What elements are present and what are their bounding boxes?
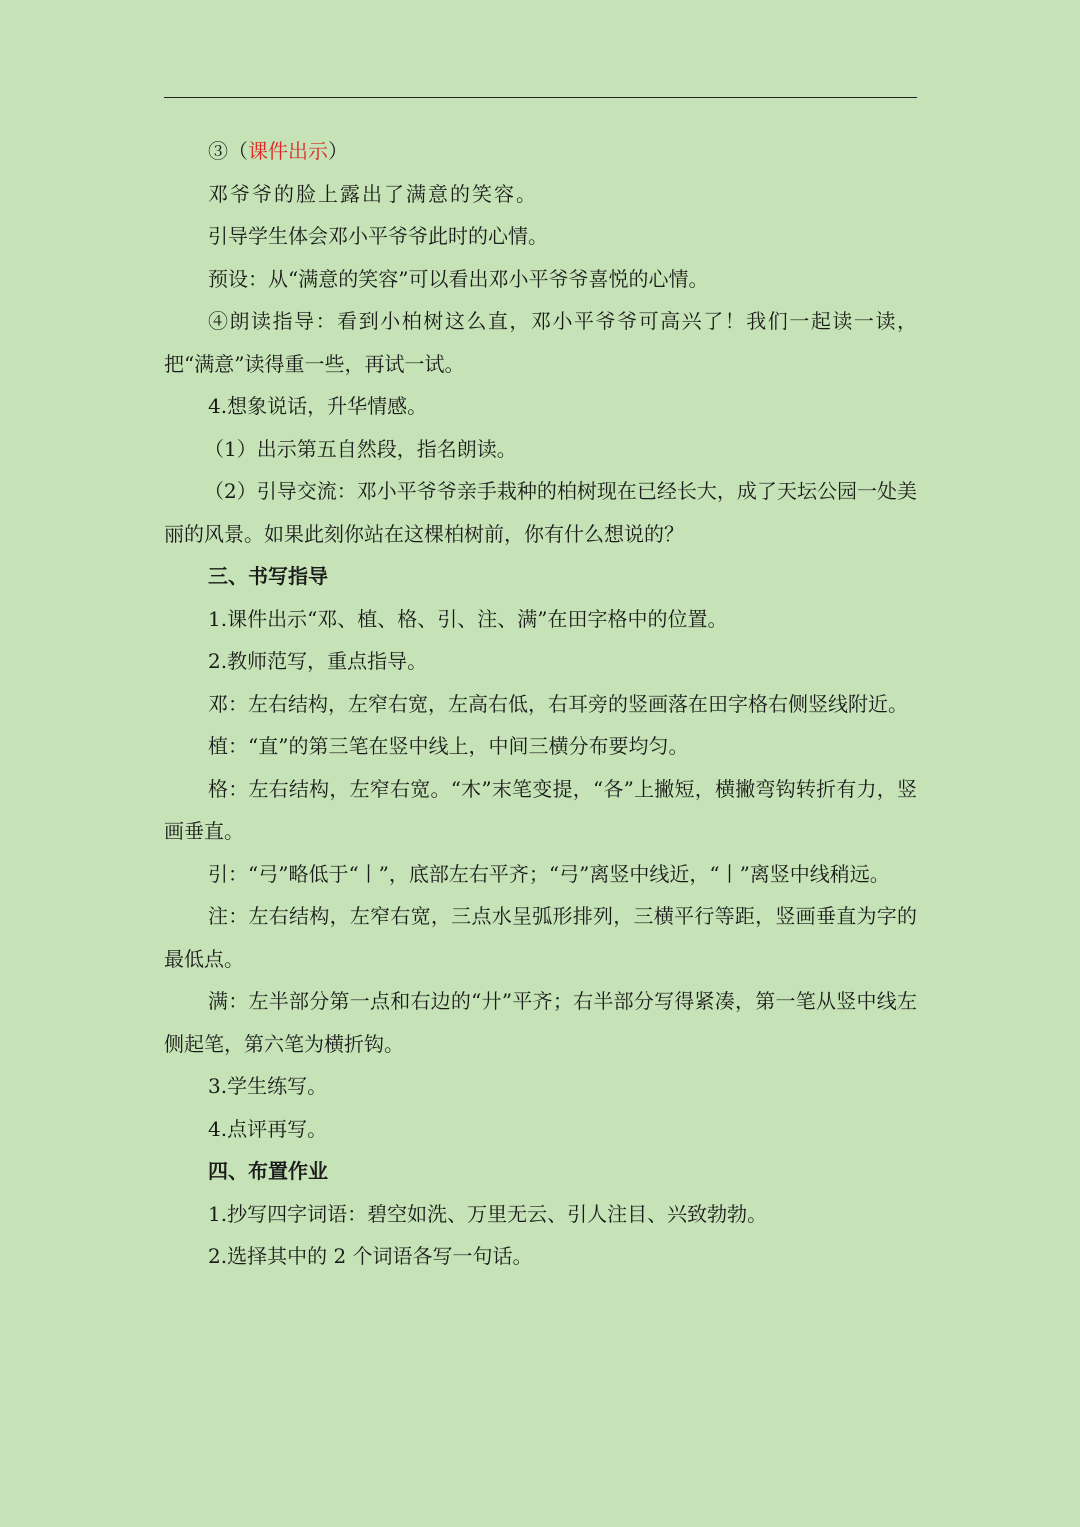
paragraph-char-man: 满：左半部分第一点和右边的“廾”平齐；右半部分写得紧凑，第一笔从竖中线左侧起笔，第六笔为横折钩。 [164,989,917,1056]
paragraph-guide-feeling: 引导学生体会邓小平爷爷此时的心情。 [208,224,548,248]
paragraph-step-2: （2）引导交流：邓小平爷爷亲手栽种的柏树现在已经长大，成了天坛公园一处美丽的风景。如果此刻你站在这棵柏树前，你有什么想说的？ [164,479,917,546]
paragraph-writing-2: 2.教师范写，重点指导。 [208,649,428,673]
document-body [164,130,917,1278]
paragraph-writing-1: 1.课件出示“邓、植、格、引、注、满”在田字格中的位置。 [208,606,728,631]
paragraph-preset: 预设：从“满意的笑容”可以看出邓小平爷爷喜悦的心情。 [208,266,709,291]
courseware-highlight: 课件出示 [248,139,328,163]
paragraph-char-zhu: 注：左右结构，左窄右宽，三点水呈弧形排列，三横平行等距，竖画垂直为字的最低点。 [164,904,917,971]
paragraph-char-yin: 引：“弓”略低于“丨”，底部左右平齐；“弓”离竖中线近，“丨”离竖中线稍远。 [208,861,890,886]
paragraph-writing-3: 3.学生练写。 [208,1074,328,1098]
section-heading-writing: 三、书写指导 [208,564,328,588]
header-rule [164,97,917,98]
paragraph-homework-1: 1.抄写四字词语：碧空如洗、万里无云、引人注目、兴致勃勃。 [208,1201,768,1226]
circled-number-3: ③（ [208,139,248,163]
paragraph-courseware-show [164,130,917,173]
paragraph-reading-guide: ④朗读指导：看到小柏树这么直，邓小平爷爷可高兴了！我们一起读一读，把“满意”读得重一些，再试一试。 [164,309,917,376]
section-heading-homework: 四、布置作业 [208,1159,328,1183]
paragraph-step-1: （1）出示第五自然段，指名朗读。 [204,436,517,461]
paragraph-char-deng: 邓：左右结构，左窄右宽，左高右低，右耳旁的竖画落在田字格右侧竖线附近。 [208,691,908,716]
paragraph-char-ge: 格：左右结构，左窄右宽。“木”末笔变提，“各”上撇短，横撇弯钩转折有力，竖画垂直。 [164,776,917,843]
paragraph-homework-2: 2.选择其中的 2 个词语各写一句话。 [208,1244,533,1268]
paragraph-char-zhi: 植：“直”的第三笔在竖中线上，中间三横分布要均匀。 [208,734,689,758]
paragraph-imagine-speak: 4.想象说话，升华情感。 [208,394,428,418]
paragraph-writing-4: 4.点评再写。 [208,1116,328,1141]
paren-close: ） [328,139,348,163]
paragraph-deng-smile: 邓爷爷的脸上露出了满意的笑容。 [208,181,538,206]
